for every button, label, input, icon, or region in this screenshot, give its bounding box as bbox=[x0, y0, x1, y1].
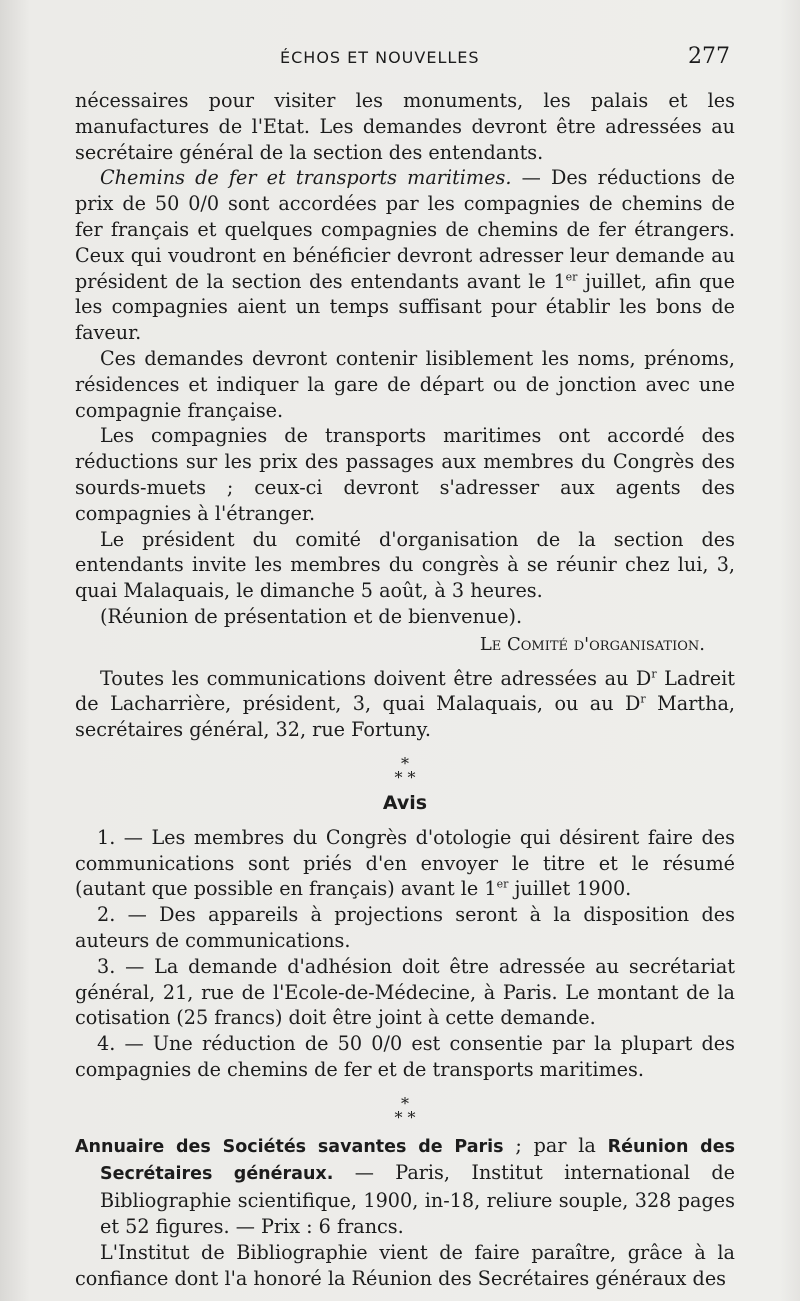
date-superscript: er bbox=[496, 877, 509, 891]
annuaire-citation bbox=[75, 1133, 735, 1240]
citation-separator: ; par la bbox=[503, 1133, 608, 1157]
paragraph-demandes: Ces demandes devront contenir lisiblement les noms, prénoms, résidences et indiquer la gare de départ ou de jonction avec une compagnie française. bbox=[75, 346, 735, 422]
paragraph-maritimes: Les compagnies de transports maritimes ont accordé des réductions sur les prix des passages aux membres du Congrès des sourds-muets ; ceux-ci devront s'adresser aux agents des compagnies à l'étranger. bbox=[75, 424, 735, 525]
paragraph-text: Ladreit de Lacharrière, président, 3, quai Malaquais, ou au D bbox=[75, 666, 736, 716]
avis-item-1 bbox=[75, 825, 735, 902]
paragraph-text: Martha, secrétaires général, 32, rue Fortuny. bbox=[75, 692, 735, 742]
paragraph-text: — Des réductions de prix de 50 0/0 sont accordées par les compagnies de chemins de fer français et quelques compagnies de chemins de fer étrangers. Ceux qui voudront en bénéficier devront adresser leur demande au président de la section des entendants avant le bbox=[75, 166, 735, 293]
page-number: 277 bbox=[688, 44, 730, 69]
asterism-separator bbox=[75, 1093, 735, 1127]
date-number: 1 bbox=[553, 269, 566, 293]
avis-item-4: 4. — Une réduction de 50 0/0 est consentie par la plupart des compagnies de chemins de fer et de transports maritimes. bbox=[75, 1032, 735, 1081]
date-superscript: er bbox=[565, 270, 578, 284]
book-title: Annuaire des Sociétés savantes de Paris bbox=[75, 1136, 504, 1157]
book-publisher-org: Réunion des Secrétaires généraux. bbox=[100, 1136, 735, 1185]
paragraph-communications bbox=[75, 666, 735, 743]
paragraph-president: Le président du comité d'organisation de la section des entendants invite les membres du congrès à se réunir chez lui, 3, quai Malaquais, le dimanche 5 août, à 3 heures. bbox=[75, 527, 735, 603]
avis-heading: Avis bbox=[382, 791, 428, 814]
page-header bbox=[80, 42, 730, 72]
paragraph-text: juillet, afin que les compagnies aient un temps suffisant pour établir les bons de faveur. bbox=[75, 269, 735, 345]
running-title: ÉCHOS ET NOUVELLES bbox=[280, 48, 480, 67]
paragraph-institut: L'Institut de Bibliographie vient de faire paraître, grâce à la confiance dont l'a honoré la Réunion des Secrétaires généraux des bbox=[75, 1240, 735, 1290]
paragraph-text: Toutes les communications doivent être adressées au D bbox=[100, 666, 652, 690]
avis-item-text: 1. — Les membres du Congrès d'otologie qui désirent faire des communications sont priés d'en envoyer le titre et le résumé (autant que possible en français) avant le 1 bbox=[75, 825, 735, 901]
asterism-bottom: * * bbox=[394, 1107, 416, 1127]
paragraph-chemins-de-fer bbox=[75, 165, 735, 346]
paragraph-monuments: nécessaires pour visiter les monuments, les palais et les manufactures de l'Etat. Les demandes devront être adressées au secrétaire général de la section des entendants. bbox=[75, 89, 735, 164]
article-body bbox=[75, 88, 735, 1291]
avis-item-text: juillet 1900. bbox=[508, 877, 632, 901]
asterism-top: * bbox=[401, 753, 409, 773]
book-details: — Paris, Institut international de Bibliographie scientifique, 1900, in-18, reliure souple, 328 pages et 52 figures. — Prix : 6 francs. bbox=[100, 1161, 735, 1239]
section-heading-chemins: Chemins de fer et transports maritimes. bbox=[100, 166, 512, 190]
asterism-bottom: * * bbox=[394, 767, 416, 787]
committee-signature: Le Comité d'organisation. bbox=[479, 633, 705, 655]
avis-item-3: 3. — La demande d'adhésion doit être adressée au secrétariat général, 21, rue de l'Ecole-de-Médecine, à Paris. Le montant de la cotisation (25 francs) doit être joint à cette demande. bbox=[75, 954, 735, 1030]
title-superscript: r bbox=[651, 667, 657, 681]
title-superscript: r bbox=[640, 692, 646, 706]
paragraph-reunion: (Réunion de présentation et de bienvenue). bbox=[100, 604, 523, 628]
asterism-top: * bbox=[401, 1093, 409, 1113]
avis-item-2: 2. — Des appareils à projections seront à la disposition des auteurs de communications. bbox=[75, 903, 735, 952]
asterism-separator bbox=[75, 753, 735, 787]
